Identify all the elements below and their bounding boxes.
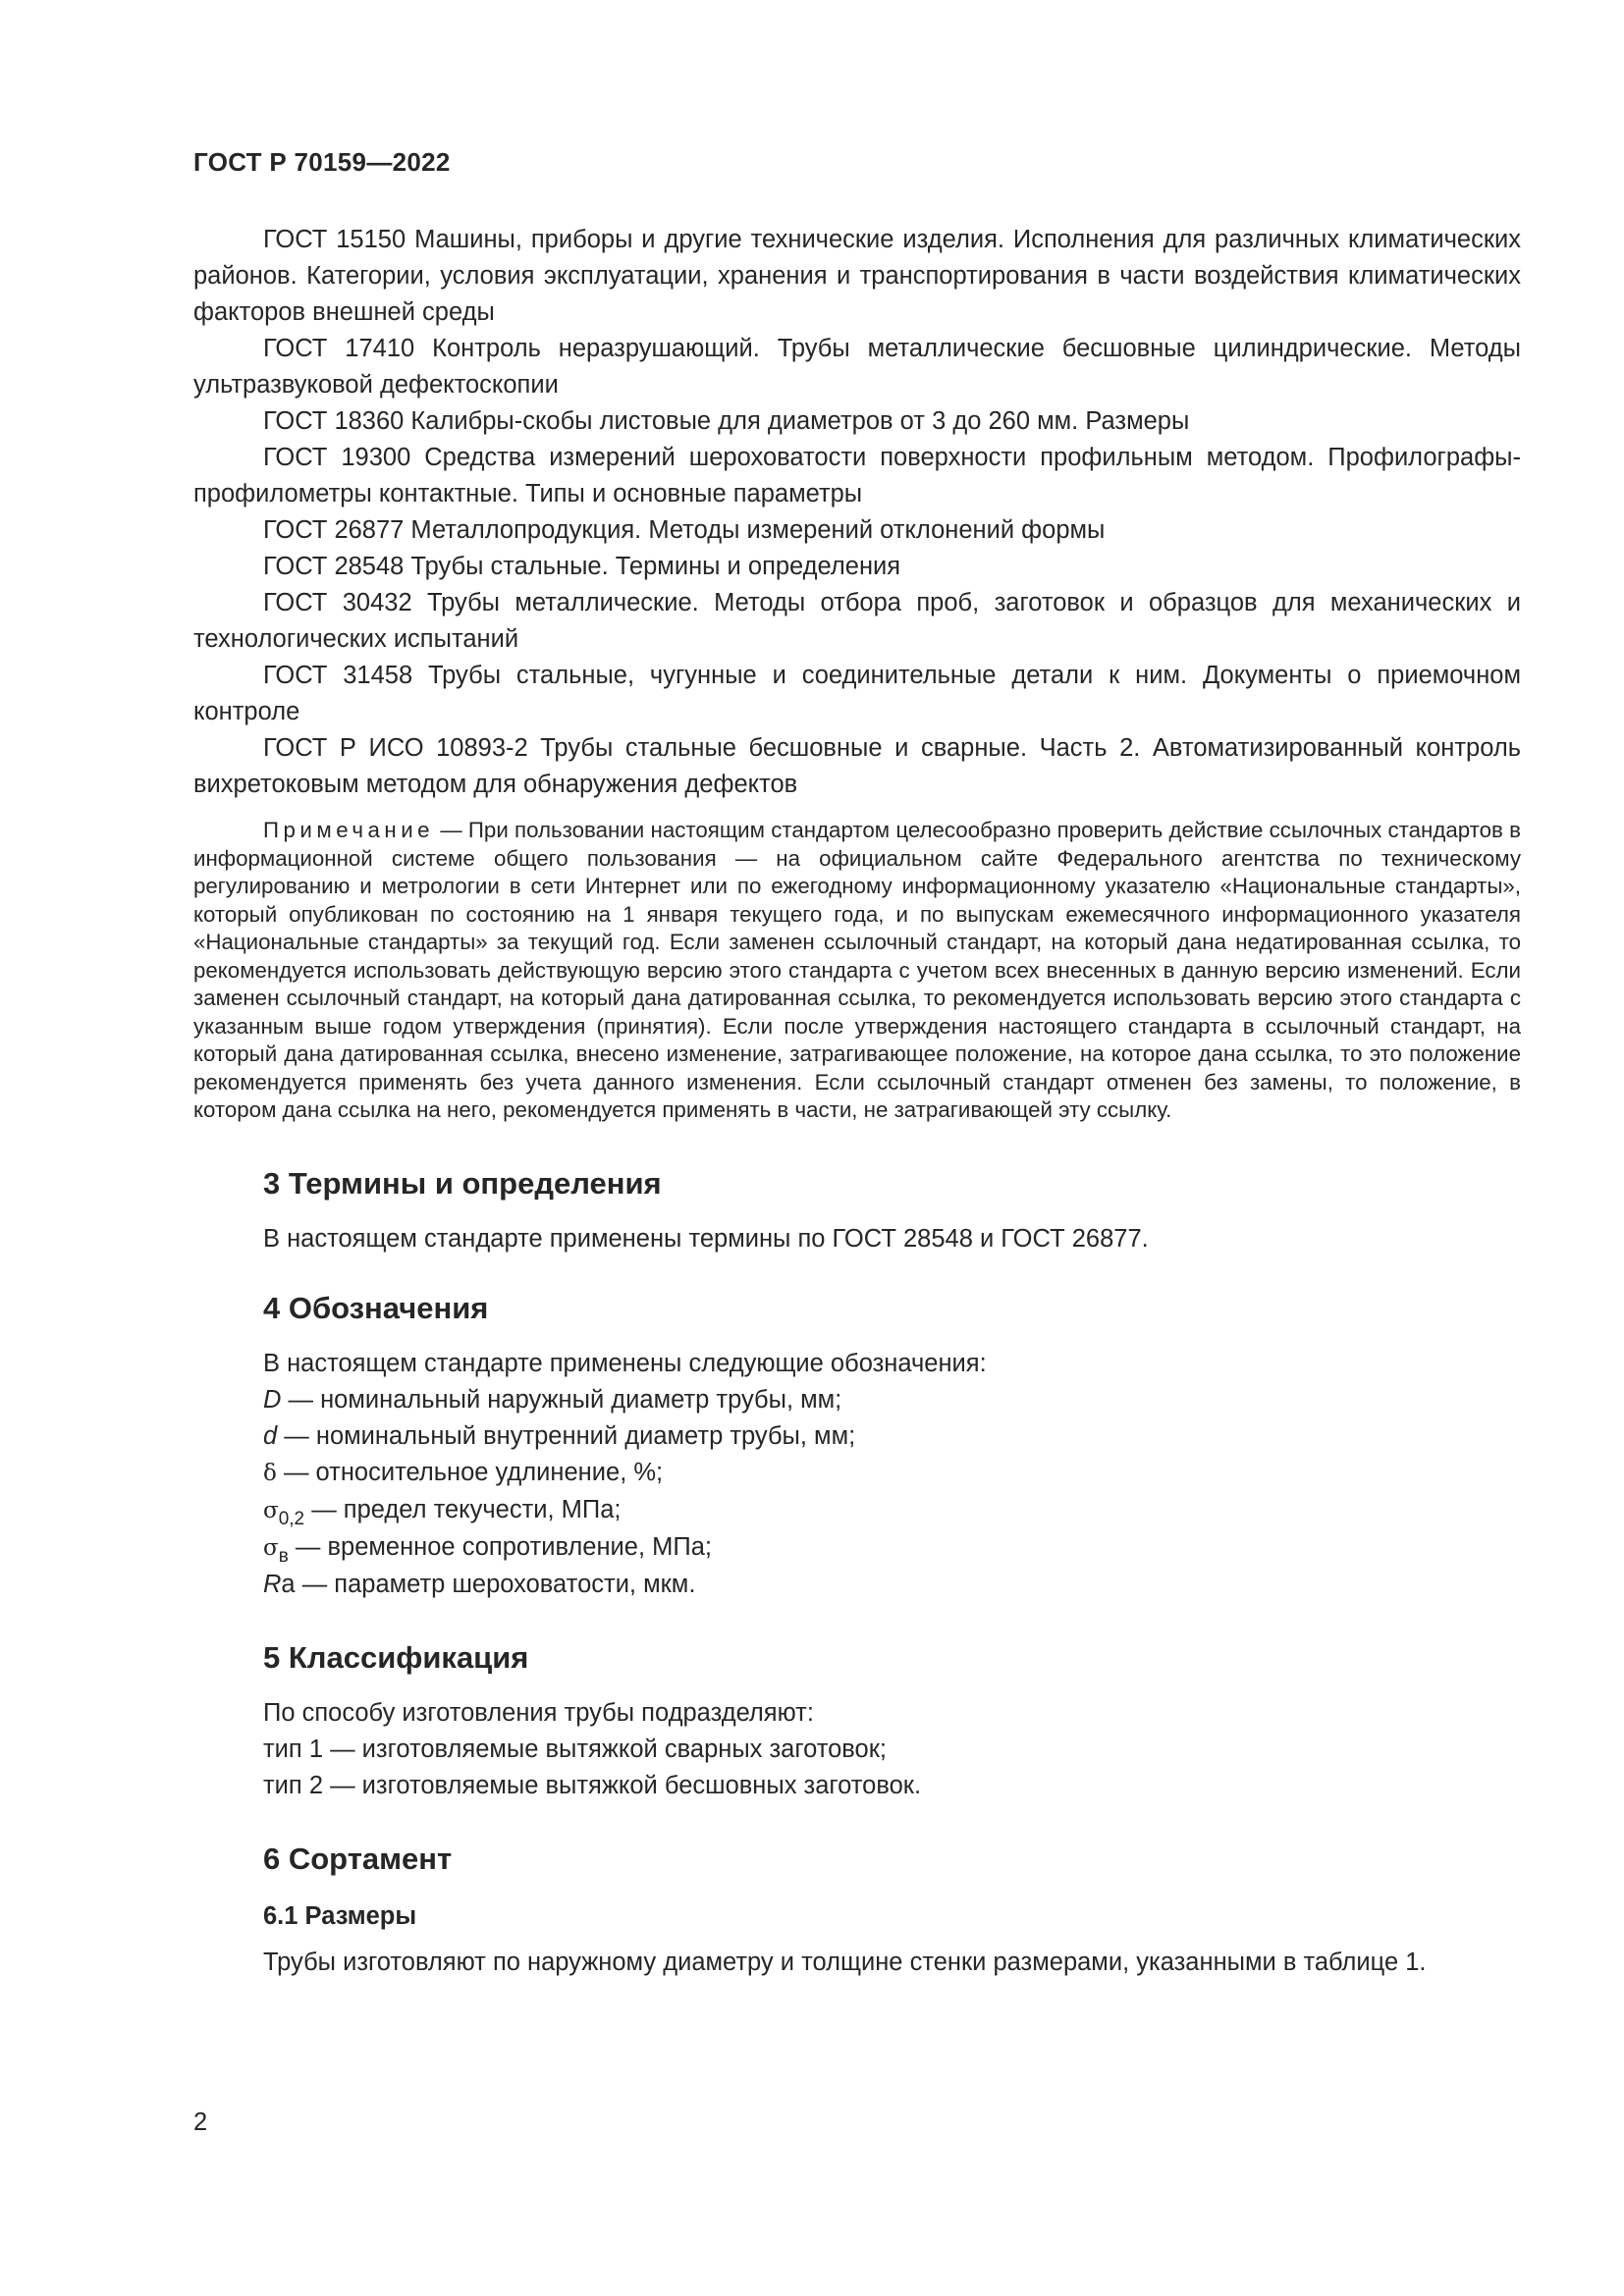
section-title: 3 Термины и определения (263, 1165, 662, 1201)
subsection-title: 6.1 Размеры (263, 1901, 417, 1930)
document-code-header: ГОСТ Р 70159—2022 (193, 147, 451, 177)
classification-line: тип 1 — изготовляемые вытяжкой сварных заготовок; (263, 1735, 887, 1763)
section-symbols (193, 1291, 1521, 1603)
symbol-item (193, 1418, 1521, 1455)
symbol-description: — предел текучести, МПа; (304, 1495, 622, 1523)
page-content (193, 222, 1521, 1981)
section-terms (193, 1166, 1521, 1257)
section-title: 4 Обозначения (263, 1290, 489, 1325)
symbol-description: — относительное удлинение, %; (276, 1458, 664, 1486)
symbol-item (193, 1492, 1521, 1529)
symbol-subscript: в (278, 1545, 289, 1567)
reference-item: ГОСТ 30432 Трубы металлические. Методы отбора проб, заготовок и образцов для механических и технологических испытаний (193, 589, 1521, 653)
symbol-description: — номинальный наружный диаметр трубы, мм; (281, 1385, 842, 1414)
symbol-item (193, 1455, 1521, 1492)
section-title: 5 Классификация (263, 1639, 529, 1675)
symbol-item (193, 1529, 1521, 1567)
subsection-text: Трубы изготовляют по наружному диаметру и толщине стенки размерами, указанными в таблице 1. (263, 1948, 1427, 1976)
section-assortment (193, 1842, 1521, 1981)
classification-line: По способу изготовления трубы подразделяют: (263, 1698, 814, 1727)
note-text: — При пользовании настоящим стандартом целесообразно проверить действие ссылочных стандартов в информационной системе общего пользования — на официальном сайте Федерального агентства по техническому регулированию и метрологии в сети Интернет или по ежегодному информационному указателю «Национальные стандарты», который опубликован по состоянию на 1 января текущего года, и по выпускам ежемесячного информационного указателя «Национальные стандарты» за текущий год. Если заменен ссылочный стандарт, на который дана недатированная ссылка, то рекомендуется использовать действующую версию этого стандарта с учетом всех внесенных в данную версию изменений. Если заменен ссылочный стандарт, на который дана датированная ссылка, то рекомендуется использовать версию этого стандарта с указанным выше годом утверждения (принятия). Если после утверждения настоящего стандарта в ссылочный стандарт, на который дана датированная ссылка, внесено изменение, затрагивающее положение, на которое дана ссылка, то это положение рекомендуется применять без учета данного изменения. Если ссылочный стандарт отменен без замены, то положение, в котором дана ссылка на него, рекомендуется применять в части, не затрагивающей эту ссылку. (193, 818, 1521, 1122)
classification-line: тип 2 — изготовляемые вытяжкой бесшовных заготовок. (263, 1771, 922, 1799)
symbol-description: a — параметр шероховатости, мкм. (281, 1570, 696, 1598)
symbol-item (193, 1382, 1521, 1418)
reference-item: ГОСТ 17410 Контроль неразрушающий. Трубы металлические бесшовные цилиндрические. Методы ультразвуковой дефектоскопии (193, 335, 1521, 399)
symbol: D (263, 1385, 282, 1414)
reference-item: ГОСТ 15150 Машины, приборы и другие технические изделия. Исполнения для различных климатических районов. Категории, условия эксплуатации, хранения и транспортирования в части воздействия климатических факторов внешней среды (193, 226, 1521, 326)
symbol-description: — номинальный внутренний диаметр трубы, мм; (277, 1421, 856, 1450)
note-label: Примечание (263, 818, 435, 842)
symbols-intro: В настоящем стандарте применены следующие обозначения: (263, 1349, 987, 1377)
references-note (193, 817, 1521, 1125)
symbol-item (193, 1567, 1521, 1603)
reference-item: ГОСТ 31458 Трубы стальные, чугунные и соединительные детали к ним. Документы о приемочном контроле (193, 662, 1521, 725)
symbol: R (263, 1570, 282, 1598)
reference-item: ГОСТ 18360 Калибры-скобы листовые для диаметров от 3 до 260 мм. Размеры (263, 407, 1190, 435)
reference-item: ГОСТ Р ИСО 10893-2 Трубы стальные бесшовные и сварные. Часть 2. Автоматизированный контроль вихретоковым методом для обнаружения дефектов (193, 734, 1521, 798)
symbol: σ (263, 1497, 279, 1523)
symbol: σ (263, 1534, 279, 1561)
symbol-subscript: 0,2 (278, 1508, 305, 1529)
reference-item: ГОСТ 28548 Трубы стальные. Термины и определения (263, 553, 901, 580)
page-number: 2 (193, 2109, 208, 2136)
symbol: δ (263, 1460, 277, 1486)
section-title: 6 Сортамент (263, 1841, 453, 1876)
symbol: d (263, 1421, 278, 1450)
reference-item: ГОСТ 19300 Средства измерений шероховатости поверхности профильным методом. Профилографы-профилометры контактные. Типы и основные параметры (193, 444, 1521, 507)
symbol-description: — временное сопротивление, МПа; (288, 1532, 712, 1561)
reference-item: ГОСТ 26877 Металлопродукция. Методы измерений отклонений формы (263, 516, 1106, 544)
section-classification (193, 1640, 1521, 1804)
section-text: В настоящем стандарте применены термины по ГОСТ 28548 и ГОСТ 26877. (263, 1224, 1149, 1253)
normative-references-list (193, 222, 1521, 803)
